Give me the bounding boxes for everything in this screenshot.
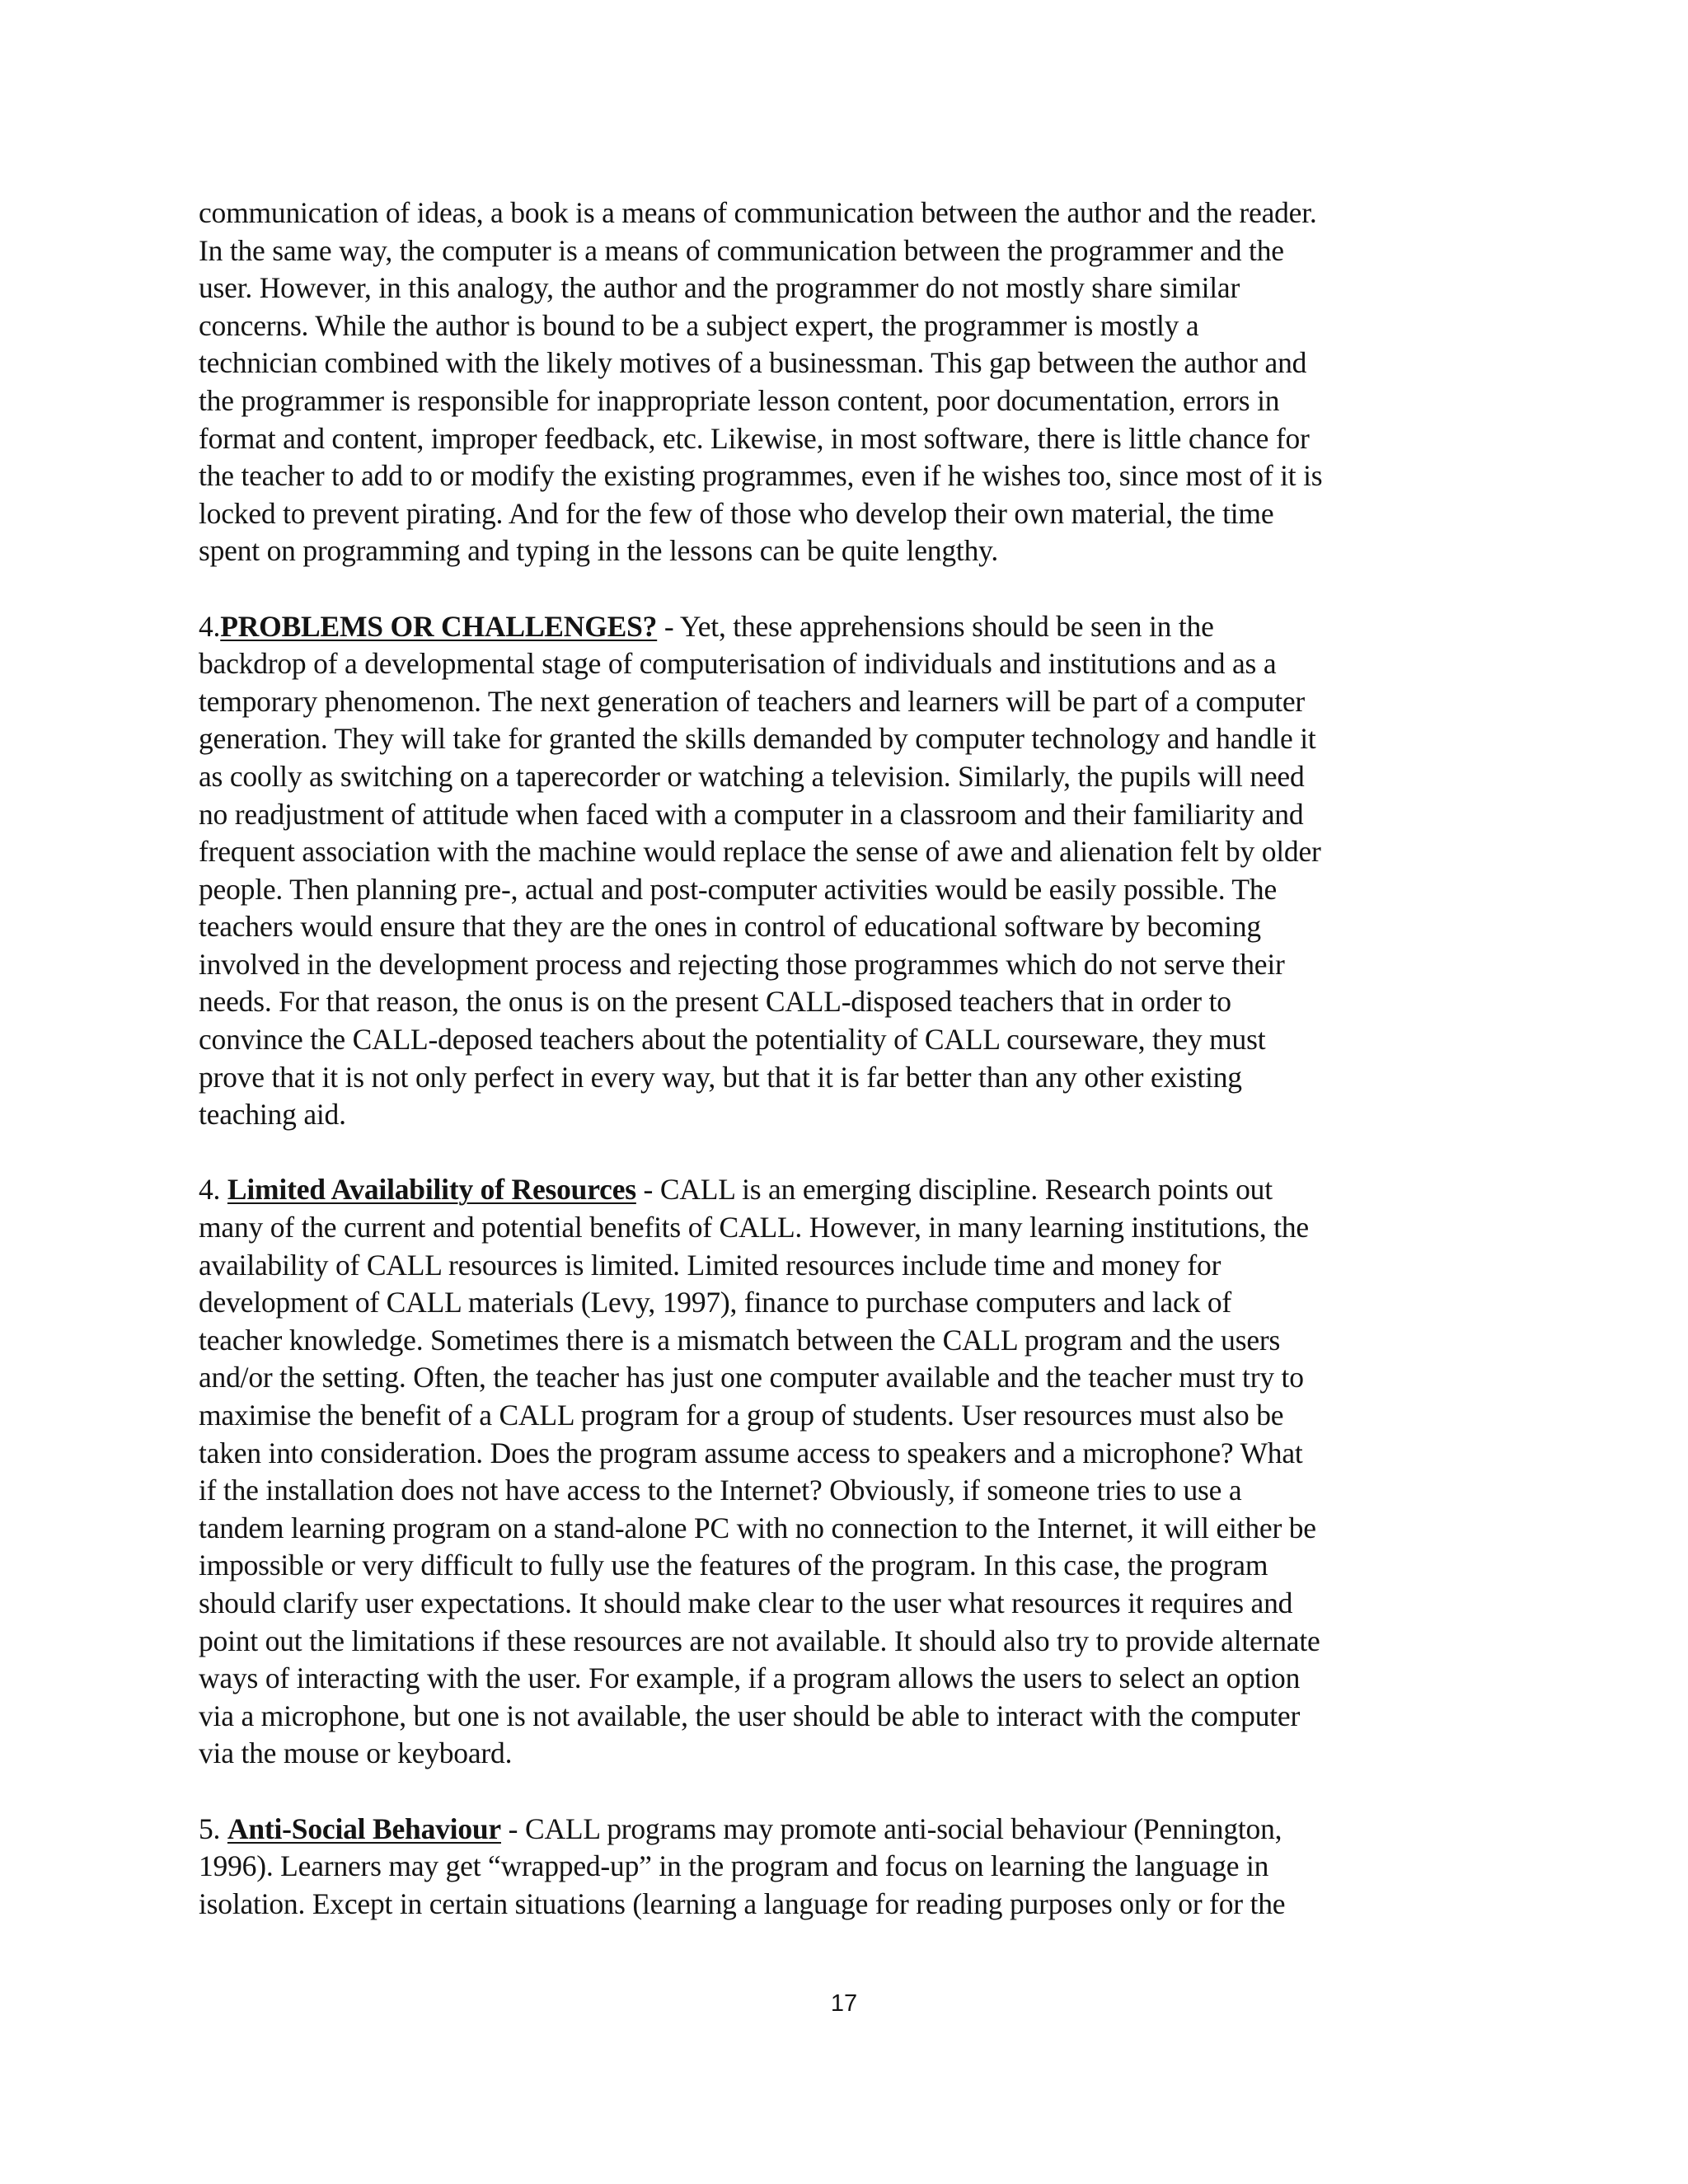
text-line: taken into consideration. Does the program assume access to speakers and a microphone? What [199, 1436, 1303, 1469]
text-line: people. Then planning pre-, actual and post-computer activities would be easily possible. The [199, 872, 1278, 906]
paragraph-anti-social-behaviour [199, 1811, 1484, 1924]
text-line: In the same way, the computer is a means of communication between the programmer and the [199, 233, 1284, 267]
text-line [199, 1811, 1484, 1849]
text-line [199, 608, 1484, 646]
paragraph-spacer [199, 1134, 1484, 1172]
text-line: as coolly as switching on a taperecorder or watching a television. Similarly, the pupils will need [199, 759, 1305, 793]
text-line: maximise the benefit of a CALL program for a group of students. User resources must also be [199, 1399, 1284, 1432]
section-heading: Limited Availability of Resources [227, 1173, 636, 1207]
text-line: via the mouse or keyboard. [199, 1736, 513, 1770]
text-line: involved in the development process and rejecting those programmes which do not serve their [199, 947, 1285, 981]
text-run: - CALL programs may promote anti-social behaviour (Pennington, [501, 1811, 1282, 1845]
paragraph-problems-or-challenges [199, 608, 1484, 1134]
text-line: generation. They will take for granted the skills demanded by computer technology and handle it [199, 722, 1316, 756]
text-line: the programmer is responsible for inappropriate lesson content, poor documentation, errors in [199, 383, 1280, 417]
text-line: if the installation does not have access to the Internet? Obviously, if someone tries to use a [199, 1474, 1242, 1507]
paragraph-limited-availability [199, 1171, 1484, 1773]
text-line: many of the current and potential benefits of CALL. However, in many learning institutions, the [199, 1211, 1309, 1244]
page-body [199, 194, 1484, 1923]
text-line: technician combined with the likely motives of a businessman. This gap between the author and [199, 346, 1307, 380]
text-line: convince the CALL-deposed teachers about the potentiality of CALL courseware, they must [199, 1023, 1266, 1057]
text-line: should clarify user expectations. It should make clear to the user what resources it requires and [199, 1586, 1293, 1619]
text-line: communication of ideas, a book is a means of communication between the author and the reader. [199, 196, 1317, 229]
page-number: 17 [830, 1990, 858, 2017]
text-line: point out the limitations if these resources are not available. It should also try to provide alternate [199, 1624, 1320, 1657]
section-heading: PROBLEMS OR CHALLENGES? [220, 609, 658, 643]
text-line: development of CALL materials (Levy, 1997), finance to purchase computers and lack of [199, 1286, 1231, 1319]
section-number: 5. [199, 1811, 227, 1845]
text-line: 1996). Learners may get “wrapped-up” in the program and focus on learning the language in [199, 1849, 1269, 1883]
text-line: ways of interacting with the user. For example, if a program allows the users to select an option [199, 1661, 1301, 1695]
paragraph-spacer [199, 570, 1484, 608]
text-line: and/or the setting. Often, the teacher has just one computer available and the teacher must try to [199, 1361, 1304, 1394]
text-line: no readjustment of attitude when faced with a computer in a classroom and their familiarity and [199, 797, 1304, 831]
text-line [199, 1171, 1484, 1209]
section-heading: Anti-Social Behaviour [227, 1811, 501, 1845]
text-line: user. However, in this analogy, the author and the programmer do not mostly share similar [199, 271, 1240, 305]
text-line: isolation. Except in certain situations (learning a language for reading purposes only or for the [199, 1886, 1286, 1920]
text-run: - Yet, these apprehensions should be seen in the [657, 609, 1214, 643]
text-line: format and content, improper feedback, etc. Likewise, in most software, there is little chance for [199, 421, 1310, 455]
text-line: teachers would ensure that they are the ones in control of educational software by becoming [199, 910, 1261, 944]
text-line: teacher knowledge. Sometimes there is a mismatch between the CALL program and the users [199, 1323, 1281, 1357]
paragraph-intro [199, 194, 1484, 570]
text-line: prove that it is not only perfect in every way, but that it is far better than any other existing [199, 1060, 1242, 1094]
text-line: tandem learning program on a stand-alone PC with no connection to the Internet, it will either be [199, 1511, 1316, 1544]
text-line: locked to prevent pirating. And for the few of those who develop their own material, the time [199, 496, 1274, 530]
text-line: spent on programming and typing in the lessons can be quite lengthy. [199, 534, 999, 568]
text-line: availability of CALL resources is limited. Limited resources include time and money for [199, 1248, 1221, 1282]
section-number: 4. [199, 1173, 227, 1207]
text-run: - CALL is an emerging discipline. Research points out [635, 1173, 1273, 1207]
text-line: teaching aid. [199, 1098, 346, 1132]
text-line: impossible or very difficult to fully use the features of the program. In this case, the program [199, 1549, 1268, 1582]
text-line: frequent association with the machine would replace the sense of awe and alienation felt by older [199, 835, 1321, 869]
text-line: temporary phenomenon. The next generation of teachers and learners will be part of a computer [199, 684, 1306, 718]
section-number: 4. [199, 609, 221, 643]
paragraph-spacer [199, 1773, 1484, 1811]
text-line: concerns. While the author is bound to be a subject expert, the programmer is mostly a [199, 308, 1199, 342]
text-line: the teacher to add to or modify the existing programmes, even if he wishes too, since most of it is [199, 459, 1323, 493]
text-line: via a microphone, but one is not available, the user should be able to interact with the computer [199, 1699, 1301, 1732]
text-line: backdrop of a developmental stage of computerisation of individuals and institutions and as a [199, 647, 1277, 681]
text-line: needs. For that reason, the onus is on the present CALL-disposed teachers that in order to [199, 985, 1231, 1019]
